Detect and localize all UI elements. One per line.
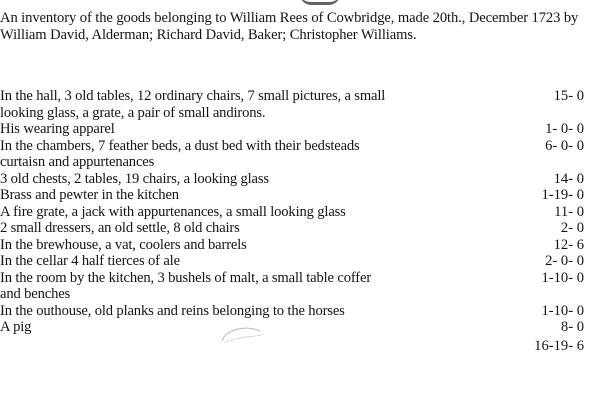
- inventory-item: [0, 171, 600, 188]
- inventory-item: [0, 204, 600, 221]
- item-description: Brass and pewter in the kitchen: [0, 187, 179, 203]
- item-value: 1-10- 0: [541, 269, 584, 286]
- inventory-item: [0, 138, 600, 171]
- inventory-item: [0, 270, 600, 303]
- item-description: 3 old chests, 2 tables, 19 chairs, a looking glass: [0, 170, 269, 187]
- item-value: 8- 0: [560, 319, 584, 335]
- inventory-item: [0, 121, 600, 138]
- item-value: 1-19- 0: [541, 187, 584, 203]
- item-description: In the chambers, 7 feather beds, a dust bed with their bedsteads curtaisn and appurtenances: [0, 137, 360, 170]
- cropped-text-fragment: [300, 0, 340, 5]
- total-spacer: [0, 336, 480, 353]
- item-value: 2- 0- 0: [545, 253, 584, 269]
- item-value: 1- 0- 0: [545, 121, 584, 137]
- inventory-item: [0, 220, 600, 237]
- item-description: A fire grate, a jack with appurtenances, a small looking glass: [0, 203, 346, 220]
- inventory-total: 16-19- 6: [534, 337, 584, 354]
- inventory-item: [0, 319, 600, 336]
- inventory-item: [0, 303, 600, 320]
- inventory-item: [0, 88, 600, 121]
- inventory-heading: An inventory of the goods belonging to William Rees of Cowbridge, made 20th., December 1723 by William David, Alderman; Richard David, Baker; Christopher Williams.: [0, 10, 579, 43]
- item-description: In the outhouse, old planks and reins belonging to the horses: [0, 302, 345, 319]
- item-value: 12- 6: [553, 236, 584, 253]
- item-description: In the brewhouse, a vat, coolers and barrels: [0, 236, 247, 253]
- item-value: 11- 0: [554, 203, 584, 220]
- item-description: 2 small dressers, an old settle, 8 old chairs: [0, 220, 240, 236]
- item-description: His wearing apparel: [0, 121, 115, 137]
- inventory-list: [0, 88, 600, 354]
- item-description: In the hall, 3 old tables, 12 ordinary chairs, 7 small pictures, a small looking glass, a grate, a pair of small andirons.: [0, 88, 386, 121]
- inventory-total-row: [0, 336, 600, 355]
- item-description: In the cellar 4 half tierces of ale: [0, 253, 180, 269]
- item-value: 14- 0: [553, 170, 584, 187]
- item-description: A pig: [0, 319, 32, 335]
- item-value: 1-10- 0: [541, 302, 584, 319]
- inventory-item: [0, 187, 600, 204]
- item-description: In the room by the kitchen, 3 bushels of malt, a small table coffer and benches: [0, 269, 372, 302]
- inventory-item: [0, 253, 600, 270]
- inventory-item: [0, 237, 600, 254]
- item-value: 6- 0- 0: [545, 137, 584, 154]
- item-value: 15- 0: [553, 88, 584, 104]
- item-value: 2- 0: [560, 220, 584, 236]
